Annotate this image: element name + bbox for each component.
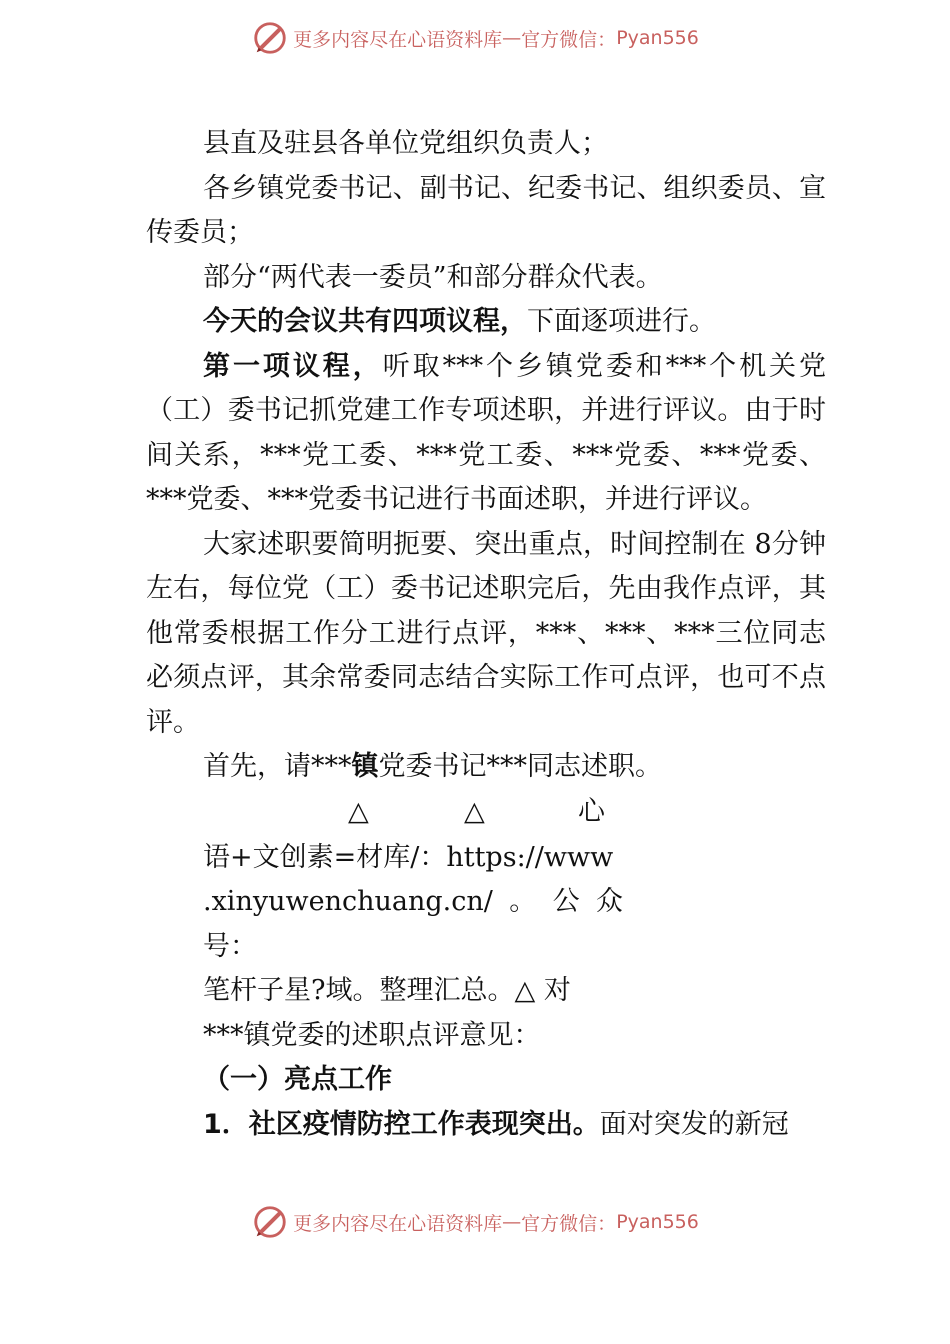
document-body — [146, 122, 826, 1147]
banner-secondary-text: 官方微信： — [521, 1212, 617, 1235]
symbol-row — [146, 790, 826, 836]
watermark-line-2: .xinyuwenchuang.cn/。公众号： — [203, 886, 623, 962]
header-banner — [0, 18, 950, 58]
highlight-1-bold: 1．社区疫情防控工作表现突出。 — [203, 1108, 600, 1140]
paragraph-reporting-rules: 大家述职要简明扼要、突出重点，时间控制在 8分钟左右，每位党（工）委书记述职完后，先由我作点评，其他常委根据工作分工进行点评，***、***、***三位同志必须点评，其余常委同志结合实际工作可点评，也可不点评。 — [146, 528, 826, 738]
footer-banner — [0, 1202, 950, 1242]
banner-wechat-id: Pyan556 — [616, 1211, 699, 1233]
first-agenda-rest: 听取***个乡镇党委和***个机关党（工）委书记抓党建工作专项述职，并进行评议。由于时间关系，***党工委、***党工委、***党委、***党委、***党委、***党委书记进行书面述职，并进行评议。 — [146, 350, 827, 515]
review-intro-line: ***镇党委的述职点评意见： — [203, 1019, 541, 1051]
highlights-heading-text: （一）亮点工作 — [203, 1064, 392, 1095]
triangle-symbol-1: △ — [348, 795, 369, 827]
paragraph-attendees-township: 各乡镇党委书记、副书记、纪委书记、组织委员、宣传委员； — [146, 172, 826, 248]
watermark-line-3: 笔杆子星?域。整理汇总。△ 对 — [203, 975, 571, 1006]
section-heading-highlights — [146, 1058, 826, 1103]
paragraph-agenda-intro — [146, 300, 826, 345]
first-speaker-a: 首先，请*** — [203, 751, 352, 782]
pen-circle-logo-icon — [251, 1203, 289, 1241]
pen-circle-logo-icon — [251, 19, 289, 57]
banner-secondary-text: 官方微信： — [521, 28, 617, 51]
first-speaker-c: 党委书记***同志述职。 — [378, 751, 662, 782]
banner-main-text: 更多内容尽在心语资料库 — [293, 28, 503, 51]
highlight-1-rest: 面对突发的新冠 — [599, 1108, 789, 1140]
banner-dash: — — [502, 27, 522, 49]
watermark-line-1: 语+文创素=材库/：https://www — [203, 841, 614, 873]
first-speaker-b: 镇 — [351, 751, 379, 782]
banner-dash: — — [502, 1211, 522, 1233]
agenda-intro-bold: 今天的会议共有四项议程， — [203, 306, 527, 337]
paragraph-highlight-1 — [146, 1103, 826, 1148]
heart-char: 心 — [578, 795, 605, 827]
paragraph-attendees-county: 县直及驻县各单位党组织负责人； — [203, 128, 608, 159]
triangle-symbol-2: △ — [464, 795, 485, 827]
banner-main-text: 更多内容尽在心语资料库 — [293, 1212, 503, 1235]
agenda-intro-rest: 下面逐项进行。 — [527, 306, 716, 337]
paragraph-first-speaker — [146, 745, 826, 790]
paragraph-first-agenda — [146, 345, 826, 523]
first-agenda-bold: 第一项议程， — [203, 350, 383, 382]
banner-wechat-id: Pyan556 — [616, 27, 699, 49]
paragraph-attendees-representatives: 部分“两代表一委员”和部分群众代表。 — [203, 261, 663, 293]
